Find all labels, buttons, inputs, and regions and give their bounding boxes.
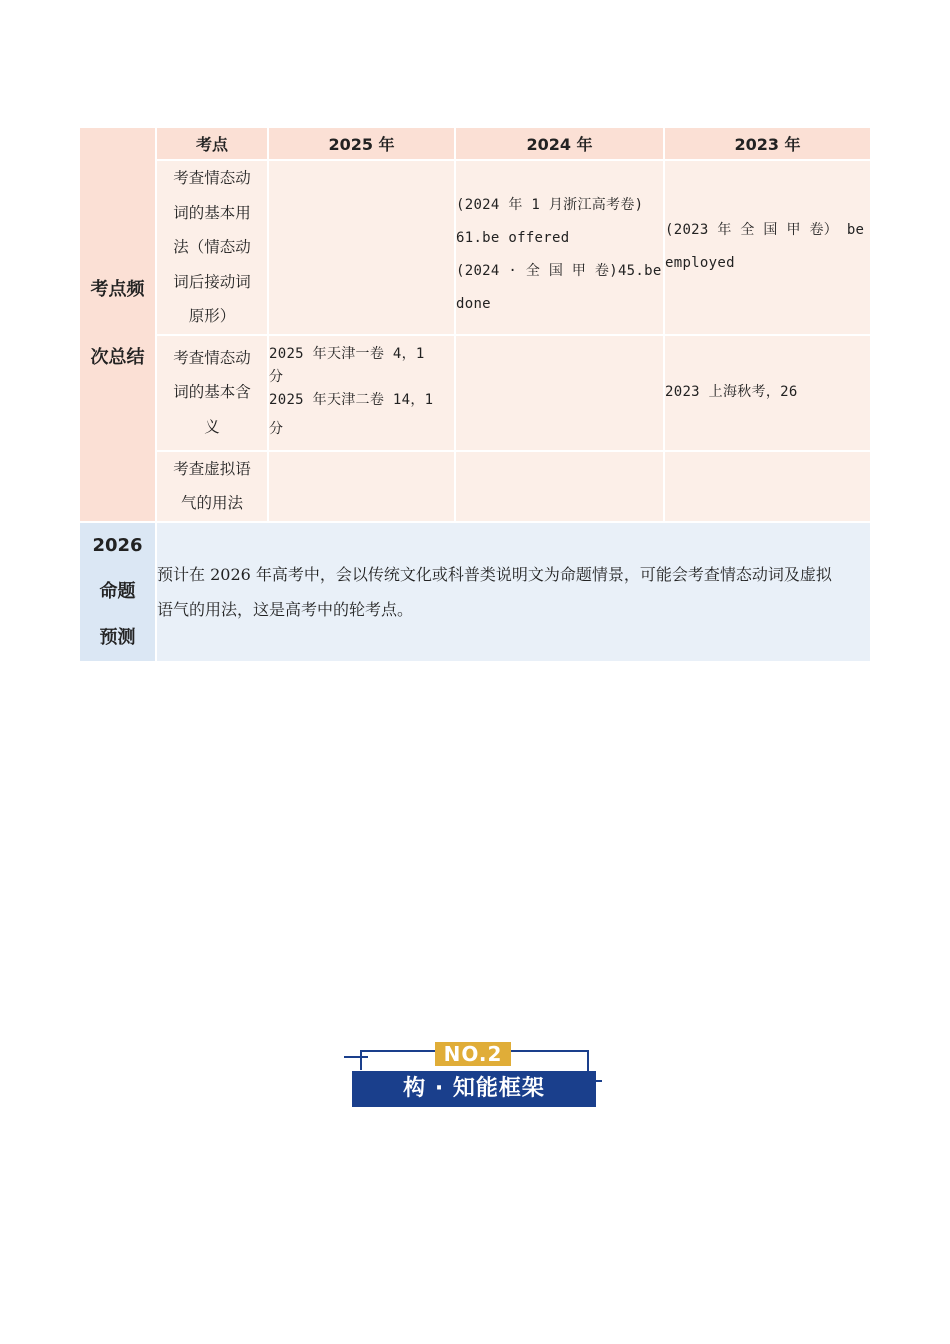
- table-header-row: [79, 127, 871, 160]
- header-2025: 2025 年: [268, 127, 455, 160]
- table-row: [79, 335, 871, 451]
- cell-2025: 2025 年天津一卷 4，1 分 2025 年天津二卷 14，1 分: [268, 335, 455, 451]
- table-row: [79, 160, 871, 335]
- cell-2025: [268, 160, 455, 335]
- cell-2023: (2023 年 全 国 甲 卷） be employed: [664, 160, 871, 335]
- table-row: [79, 451, 871, 522]
- section-title: 构 · 知能框架: [352, 1071, 596, 1107]
- header-2023: 2023 年: [664, 127, 871, 160]
- header-kaodian: 考点: [156, 127, 268, 160]
- frequency-summary-label: 考点频 次总结: [79, 127, 156, 522]
- kaodian-cell: 考查虚拟语 气的用法: [156, 451, 268, 522]
- cell-2024: [455, 451, 664, 522]
- cell-2023: [664, 451, 871, 522]
- header-2024: 2024 年: [455, 127, 664, 160]
- exam-summary-table: [79, 127, 871, 662]
- cell-2023: 2023 上海秋考，26: [664, 335, 871, 451]
- prediction-text: 预计在 2026 年高考中，会以传统文化或科普类说明文为命题情景，可能会考查情态动词及虚拟 语气的用法，这是高考中的轮考点。: [156, 522, 871, 662]
- cell-2025: [268, 451, 455, 522]
- section-banner: [342, 1040, 607, 1112]
- section-number-tag: NO.2: [435, 1042, 511, 1066]
- cell-2024: (2024 年 1 月浙江高考卷) 61.be offered (2024 · 全 国 甲 卷)45.be done: [455, 160, 664, 335]
- prediction-row: [79, 522, 871, 662]
- cell-2024: [455, 335, 664, 451]
- kaodian-cell: 考查情态动 词的基本用 法（情态动 词后接动词 原形）: [156, 160, 268, 335]
- prediction-label: 2026 命题 预测: [79, 522, 156, 662]
- kaodian-cell: 考查情态动 词的基本含 义: [156, 335, 268, 451]
